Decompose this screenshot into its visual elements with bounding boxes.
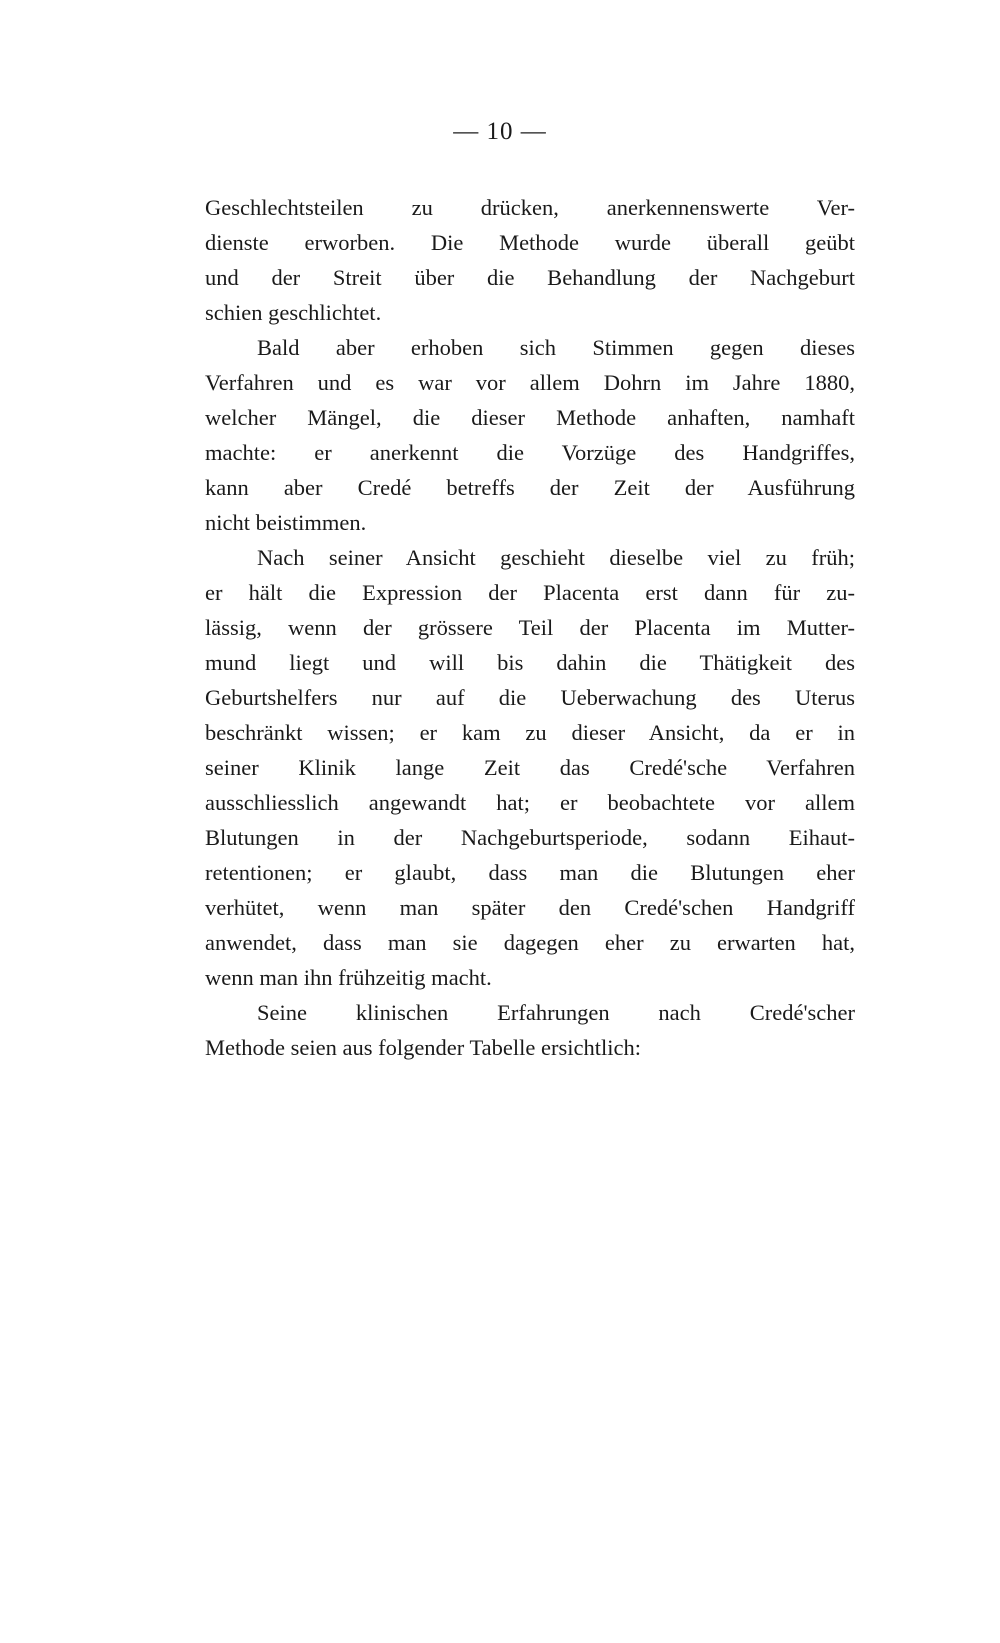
text-line: kann aber Credé betreffs der Zeit der Ausführung [205, 475, 855, 500]
text-line: machte: er anerkennt die Vorzüge des Handgriffes, [205, 440, 855, 465]
body-text [205, 190, 855, 1065]
text-line: und der Streit über die Behandlung der Nachgeburt [205, 265, 855, 290]
text-line: schien geschlichtet. [205, 300, 382, 325]
text-line: mund liegt und will bis dahin die Thätigkeit des [205, 650, 855, 675]
text-line: Verfahren und es war vor allem Dohrn im Jahre 1880, [205, 370, 855, 395]
text-line: verhütet, wenn man später den Credé'schen Handgriff [205, 895, 855, 920]
text-line: Bald aber erhoben sich Stimmen gegen dieses [257, 335, 855, 360]
text-line: seiner Klinik lange Zeit das Credé'sche Verfahren [205, 755, 855, 780]
text-line: Geburtshelfers nur auf die Ueberwachung des Uterus [205, 685, 855, 710]
text-line: beschränkt wissen; er kam zu dieser Ansicht, da er in [205, 720, 855, 745]
text-line: dienste erworben. Die Methode wurde überall geübt [205, 230, 855, 255]
text-line: er hält die Expression der Placenta erst dann für zu- [205, 580, 855, 605]
text-line: ausschliesslich angewandt hat; er beobachtete vor allem [205, 790, 855, 815]
text-line: anwendet, dass man sie dagegen eher zu erwarten hat, [205, 930, 855, 955]
text-line: retentionen; er glaubt, dass man die Blutungen eher [205, 860, 855, 885]
text-line: Geschlechtsteilen zu drücken, anerkennenswerte Ver- [205, 195, 855, 220]
text-line: Blutungen in der Nachgeburtsperiode, sodann Eihaut- [205, 825, 855, 850]
text-line: Nach seiner Ansicht geschieht dieselbe viel zu früh; [257, 545, 855, 570]
page-number: — 10 — [453, 118, 547, 145]
text-line: Methode seien aus folgender Tabelle ersichtlich: [205, 1035, 641, 1060]
text-line: Seine klinischen Erfahrungen nach Credé'scher [257, 1000, 855, 1025]
text-line: welcher Mängel, die dieser Methode anhaften, namhaft [205, 405, 855, 430]
text-line: nicht beistimmen. [205, 510, 367, 535]
text-line: wenn man ihn frühzeitig macht. [205, 965, 492, 990]
text-line: lässig, wenn der grössere Teil der Placenta im Mutter- [205, 615, 855, 640]
